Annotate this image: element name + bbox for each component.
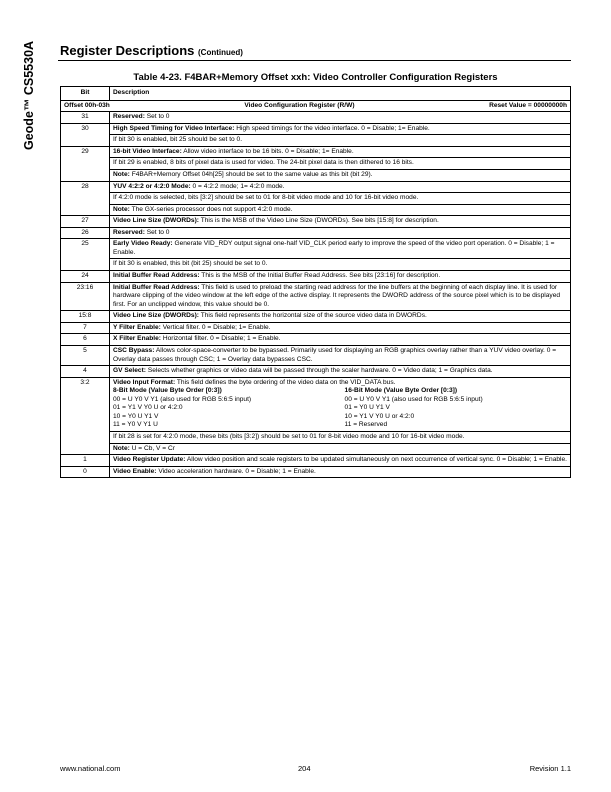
- field-name: Initial Buffer Read Address:: [113, 272, 200, 279]
- column-heading: 16-Bit Mode (Value Byte Order [0:3]): [344, 387, 458, 395]
- bit-cell: 0: [61, 466, 110, 478]
- bit-cell: 28: [61, 181, 110, 216]
- bit-cell: 24: [61, 271, 110, 283]
- description-cell: [110, 455, 571, 467]
- section-continued: (Continued): [198, 48, 243, 57]
- table-row: [61, 227, 571, 239]
- field-text: High speed timings for the video interface. 0 = Disable; 1= Enable.: [234, 124, 430, 132]
- description-cell: [110, 216, 571, 228]
- field-text: Set to 0: [144, 113, 170, 121]
- table-header-row: [61, 87, 571, 101]
- field-text: This is the MSB of the Initial Buffer Read Address. See bits [23:16] for description.: [199, 272, 441, 279]
- field-text: Vertical filter. 0 = Disable; 1= Enable.: [160, 323, 271, 331]
- field-name: Video Register Update:: [113, 456, 186, 464]
- heading-rule: [58, 60, 571, 61]
- field-name: Reserved:: [113, 228, 145, 236]
- bit-cell: 5: [61, 345, 110, 365]
- byte-order-16bit: [345, 387, 567, 430]
- description-cell: [110, 466, 571, 478]
- description-cell: [110, 377, 571, 455]
- bit-cell: 26: [61, 227, 110, 239]
- byte-order-line: 00 = U Y0 V Y1 (also used for RGB 5:6:5 input): [113, 395, 252, 403]
- table-row: [61, 181, 571, 216]
- field-text: This field is used to preload the starting read address for the line buffers at the beginning of each display line. It is used for hardware clipping of the video window at the left edge of the active display. It represents the DWORD address of the source pixel which is to be displayed first. For an unclipped window, this value should be 0.: [113, 283, 561, 308]
- table-row: [61, 334, 571, 346]
- note-text: U = Cb, V = Cr: [129, 444, 175, 452]
- bit-cell: 1: [61, 455, 110, 467]
- description-main: [113, 183, 567, 192]
- table-row: [61, 322, 571, 334]
- description-cell: [110, 181, 571, 216]
- bit-cell: 31: [61, 112, 110, 124]
- field-name: CSC Bypass:: [113, 346, 155, 354]
- description-main: [113, 347, 567, 364]
- field-name: YUV 4:2:2 or 4:2:0 Mode:: [113, 182, 191, 190]
- field-text: 0 = 4:2:2 mode; 1= 4:2:0 mode.: [190, 182, 285, 190]
- table-row: [61, 345, 571, 365]
- field-name: High Speed Timing for Video Interface:: [113, 124, 235, 132]
- field-text: Allow video position and scale registers to be updated simultaneously on next occurrence of vertical sync. 0 = Disable; 1 = Enable.: [185, 456, 567, 464]
- field-text: This field represents the horizontal size of the source video data in DWORDs.: [198, 312, 427, 320]
- byte-order-line: 11 = Reserved: [344, 421, 388, 429]
- note-label: Note:: [113, 170, 130, 178]
- header-bit: Bit: [61, 87, 110, 101]
- register-table: [60, 86, 571, 478]
- bit-cell: 7: [61, 322, 110, 334]
- description-cell: [110, 146, 571, 181]
- field-text: Horizontal filter. 0 = Disable; 1 = Enable.: [161, 335, 281, 343]
- description-cell: [110, 282, 571, 311]
- bit-cell: 30: [61, 123, 110, 146]
- description-main: [113, 240, 567, 257]
- field-text: Allows color-space-converter to be bypassed. Primarily used for displaying an RGB graphics overlay rather than a YUV video overlay. 0 = Overlay data passes through CSC; 1 = Overlay data bypasses CSC.: [113, 346, 557, 363]
- table-row: [61, 146, 571, 181]
- description-note: [110, 169, 570, 180]
- field-text: Video acceleration hardware. 0 = Disable; 1 = Enable.: [156, 467, 316, 475]
- description-cell: [110, 271, 571, 283]
- description-extra: If bit 28 is set for 4:2:0 mode, these bits (bits [3:2]) should be set to 01 for 8-bit video mode and 10 for 16-bit video mode.: [110, 431, 570, 442]
- description-main: [113, 367, 567, 376]
- field-name: X Filter Enable:: [113, 335, 161, 343]
- description-main: [113, 272, 567, 281]
- field-name: Video Line Size (DWORDs):: [113, 217, 199, 225]
- description-main: [113, 217, 567, 226]
- bit-cell: 27: [61, 216, 110, 228]
- table-row-video-input-format: [61, 377, 571, 455]
- product-name: Geode™ CS5530A: [22, 40, 36, 150]
- field-name: GV Select:: [113, 367, 146, 375]
- reset-value: Reset Value = 00000000h: [489, 101, 567, 109]
- description-extra: If bit 30 is enabled, bit 25 should be set to 0.: [110, 134, 570, 145]
- offset-cell: [61, 100, 571, 112]
- description-main: [113, 125, 567, 134]
- description-main: [113, 324, 567, 333]
- field-text: Selects whether graphics or video data will be passed through the scaler hardware. 0 = Video data; 1 = Graphics data.: [145, 367, 493, 375]
- description-cell: [110, 322, 571, 334]
- description-cell: [110, 311, 571, 323]
- table-row: [61, 112, 571, 124]
- byte-order-line: 11 = Y0 V Y1 U: [113, 421, 158, 429]
- description-main: [113, 113, 567, 122]
- byte-order-columns: [113, 387, 567, 430]
- description-main: [113, 148, 567, 157]
- description-main: [113, 335, 567, 344]
- field-text: Generate VID_RDY output signal one-half VID_CLK period early to improve the speed of the video port operation. 0 = Disable; 1 = Enable.: [113, 240, 555, 256]
- description-main: [113, 284, 567, 310]
- note-text: The GX-series processor does not support 4:2:0 mode.: [129, 205, 293, 213]
- table-row: [61, 271, 571, 283]
- description-note: [110, 204, 570, 215]
- section-title: Register Descriptions: [60, 43, 195, 58]
- note-text: F4BAR+Memory Offset 04h[25] should be set to the same value as this bit (bit 29).: [129, 170, 373, 178]
- table-row: [61, 282, 571, 311]
- byte-order-line: 01 = Y1 V Y0 U or 4:2:0: [113, 404, 183, 412]
- field-name: Early Video Ready:: [113, 240, 173, 248]
- byte-order-8bit: [113, 387, 345, 430]
- note-label: Note:: [113, 444, 130, 452]
- description-extra: If 4:2:0 mode is selected, bits [3:2] should be set to 01 for 8-bit video mode and 10 for 16-bit video mode.: [110, 192, 570, 203]
- byte-order-line: 01 = Y0 U Y1 V: [344, 404, 390, 412]
- field-name: Video Input Format:: [113, 378, 176, 386]
- footer-website: www.national.com: [60, 764, 121, 773]
- field-name: Reserved:: [113, 113, 145, 121]
- offset-row: [61, 100, 571, 112]
- description-main: [113, 379, 567, 388]
- field-text: This field defines the byte ordering of the video data on the VID_DATA bus.: [175, 378, 396, 386]
- field-name: Initial Buffer Read Address:: [113, 283, 200, 291]
- field-text: Allow video interface to be 16 bits. 0 = Disable; 1= Enable.: [181, 147, 354, 155]
- bit-cell: 6: [61, 334, 110, 346]
- table-row: [61, 123, 571, 146]
- description-cell: [110, 112, 571, 124]
- description-extra: If bit 30 is enabled, this bit (bit 25) should be set to 0.: [110, 258, 570, 269]
- bit-cell: 4: [61, 366, 110, 378]
- table-row: [61, 466, 571, 478]
- description-cell: [110, 334, 571, 346]
- footer-page-number: 204: [298, 764, 311, 773]
- description-cell: [110, 366, 571, 378]
- bit-cell: 23:16: [61, 282, 110, 311]
- description-main: [113, 312, 567, 321]
- table-caption: Table 4-23. F4BAR+Memory Offset xxh: Video Controller Configuration Registers: [133, 72, 498, 83]
- offset-range: Offset 00h-03h: [64, 101, 110, 109]
- description-main: [113, 456, 567, 465]
- byte-order-line: 10 = Y1 V Y0 U or 4:2:0: [344, 412, 415, 420]
- description-note: [110, 443, 570, 454]
- description-cell: [110, 345, 571, 365]
- description-main: [113, 229, 567, 238]
- bit-cell: 15:8: [61, 311, 110, 323]
- description-cell: [110, 227, 571, 239]
- description-extra: If bit 29 is enabled, 8 bits of pixel data is used for video. The 24-bit pixel data is then dithered to 16 bits.: [110, 157, 570, 168]
- field-name: Video Line Size (DWORDs):: [113, 312, 199, 320]
- table-row: [61, 216, 571, 228]
- field-text: Set to 0: [144, 228, 170, 236]
- field-text: This is the MSB of the Video Line Size (DWORDs). See bits [15:8] for description.: [198, 217, 439, 225]
- table-row: [61, 455, 571, 467]
- column-heading: 8-Bit Mode (Value Byte Order [0:3]): [113, 387, 222, 395]
- table-row: [61, 311, 571, 323]
- description-main: [113, 468, 567, 477]
- field-name: Y Filter Enable:: [113, 323, 161, 331]
- byte-order-line: 00 = U Y0 V Y1 (also used for RGB 5:6:5 input): [344, 395, 483, 403]
- bit-cell: 29: [61, 146, 110, 181]
- section-heading: [60, 43, 243, 58]
- description-cell: [110, 123, 571, 146]
- field-name: 16-bit Video Interface:: [113, 147, 182, 155]
- byte-order-line: 10 = Y0 U Y1 V: [113, 412, 159, 420]
- header-description: Description: [110, 87, 571, 101]
- field-name: Video Enable:: [113, 467, 157, 475]
- description-cell: [110, 239, 571, 271]
- table-row: [61, 239, 571, 271]
- note-label: Note:: [113, 205, 130, 213]
- footer-revision: Revision 1.1: [529, 764, 571, 773]
- register-name: Video Configuration Register (R/W): [244, 101, 355, 109]
- bit-cell: 3:2: [61, 377, 110, 455]
- table-row: [61, 366, 571, 378]
- bit-cell: 25: [61, 239, 110, 271]
